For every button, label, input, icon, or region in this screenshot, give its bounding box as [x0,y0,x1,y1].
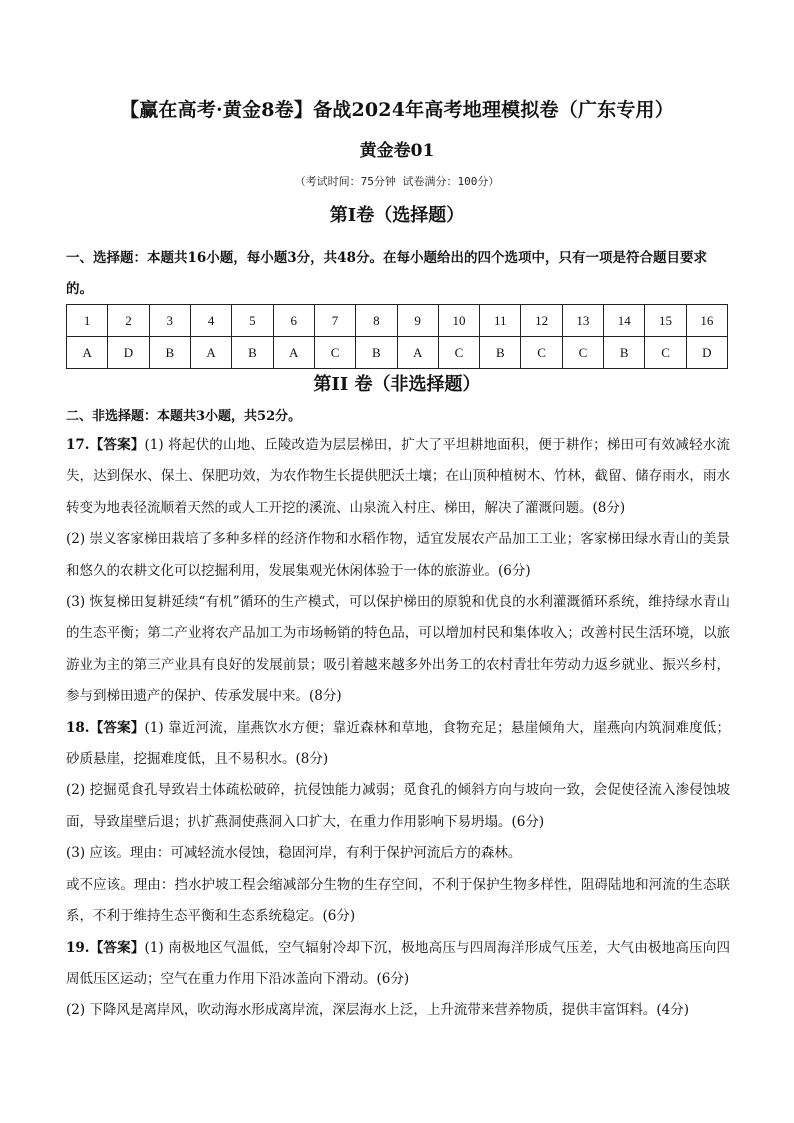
answers-body [66,430,730,1027]
exam-subtitle: 黄金卷01 [359,141,435,161]
question-number-cell: 4 [190,305,231,337]
question-number-cell: 12 [521,305,562,337]
part1-heading: 第I卷（选择题） [329,205,465,226]
answer-cell: B [232,337,273,369]
question-number-cell: 7 [314,305,355,337]
answer-cell: C [438,337,479,369]
q18-answer-2: (2) 挖掘觅食孔导致岩土体疏松破碎，抗侵蚀能力减弱；觅食孔的倾斜方向与坡向一致，会促使径流入渗侵蚀坡面，导致崖壁后退；扒扩燕洞使燕洞入口扩大，在重力作用影响下易坍塌。(6分) [66,782,730,830]
answer-cell: A [273,337,314,369]
answer-cell: C [562,337,603,369]
question-number-cell: 5 [232,305,273,337]
q17-answer-2: (2) 崇义客家梯田栽培了多种多样的经济作物和水稻作物，适宜发展农产品加工工业；客家梯田绿水青山的美景和悠久的农耕文化可以挖掘利用，发展集观光休闲体验于一体的旅游业。(6分) [66,531,730,579]
q17-paragraph-1 [66,430,730,524]
answer-cell: B [149,337,190,369]
q18-paragraph-1 [66,713,730,776]
q18-label: 18.【答案】 [66,719,145,736]
answer-table-answers-row [67,337,728,369]
part2-instructions: 二、非选择题：本题共3小题，共52分。 [66,409,302,424]
question-number-cell: 2 [108,305,149,337]
question-number-cell: 3 [149,305,190,337]
q19-label: 19.【答案】 [66,939,145,956]
q19-answer-1: (1) 南极地区气温低，空气辐射冷却下沉，极地高压与四周海洋形成气压差，大气由极地高压向四周低压区运动；空气在重力作用下沿冰盖向下滑动。(6分) [66,939,730,987]
answer-cell: A [67,337,108,369]
answer-cell: A [397,337,438,369]
question-number-cell: 11 [480,305,521,337]
q17-label: 17.【答案】 [66,437,145,453]
exam-title: 【赢在高考·黄金8卷】备战2024年高考地理模拟卷（广东专用） [120,99,674,121]
q18-answer-3: (3) 应该。理由：可减轻流水侵蚀，稳固河岸，有利于保护河流后方的森林。 [66,845,522,862]
answer-cell: D [686,337,727,369]
answer-cell: B [480,337,521,369]
answer-cell: D [108,337,149,369]
q19-paragraph-1 [66,933,730,996]
q17-answer-3: (3) 恢复梯田复耕延续“有机”循环的生产模式，可以保护梯田的原貌和优良的水利灌溉循环系统，维持绿水青山的生态平衡；第二产业将农产品加工为市场畅销的特色品，可以增加村民和集体收入；改善村民生活环境，以旅游业为主的第三产业具有良好的发展前景；吸引着越来越多外出务工的农村青壮年劳动力返乡就业、振兴乡村，参与到梯田遗产的保护、传承发展中来。(8分) [66,594,730,705]
q18-answer-1: (1) 靠近河流，崖燕饮水方便；靠近森林和草地，食物充足；悬崖倾角大，崖燕向内筑洞难度低；砂质悬崖，挖掘难度低，且不易积水。(8分) [66,719,730,768]
answer-cell: C [314,337,355,369]
part1-instructions: 一、选择题：本题共16小题，每小题3分，共48分。在每小题给出的四个选项中，只有一项是符合题目要求的。 [66,250,707,297]
question-number-cell: 13 [562,305,603,337]
question-number-cell: 15 [645,305,686,337]
question-number-cell: 16 [686,305,727,337]
question-number-cell: 9 [397,305,438,337]
question-number-cell: 8 [356,305,397,337]
answer-cell: A [190,337,231,369]
answer-cell: B [604,337,645,369]
answer-cell: C [521,337,562,369]
question-number-cell: 6 [273,305,314,337]
question-number-cell: 10 [438,305,479,337]
answer-table [66,304,728,369]
exam-info: （考试时间：75分钟 试卷满分：100分） [294,175,500,188]
question-number-cell: 1 [67,305,108,337]
q19-answer-2: (2) 下降风是离岸风，吹动海水形成离岸流，深层海水上泛，上升流带来营养物质，提供丰富饵料。(4分) [66,1002,690,1019]
answer-cell: C [645,337,686,369]
answer-table-numbers-row [67,305,728,337]
question-number-cell: 14 [604,305,645,337]
part2-heading: 第II 卷（非选择题） [313,374,481,395]
q18-answer-4: 或不应该。理由：挡水护坡工程会缩减部分生物的生存空间，不利于保护生物多样性，阻碍陆地和河流的生态联系，不利于维持生态平衡和生态系统稳定。(6分) [66,876,730,925]
answer-cell: B [356,337,397,369]
q17-answer-1: (1) 将起伏的山地、丘陵改造为层层梯田，扩大了平坦耕地面积，便于耕作；梯田可有效减轻水流失，达到保水、保土、保肥功效，为农作物生长提供肥沃土壤；在山顶种植树木、竹林，截留、储存雨水，雨水转变为地表径流顺着天然的或人工开挖的溪流、山泉流入村庄、梯田，解决了灌溉问题。(8分) [66,437,730,516]
